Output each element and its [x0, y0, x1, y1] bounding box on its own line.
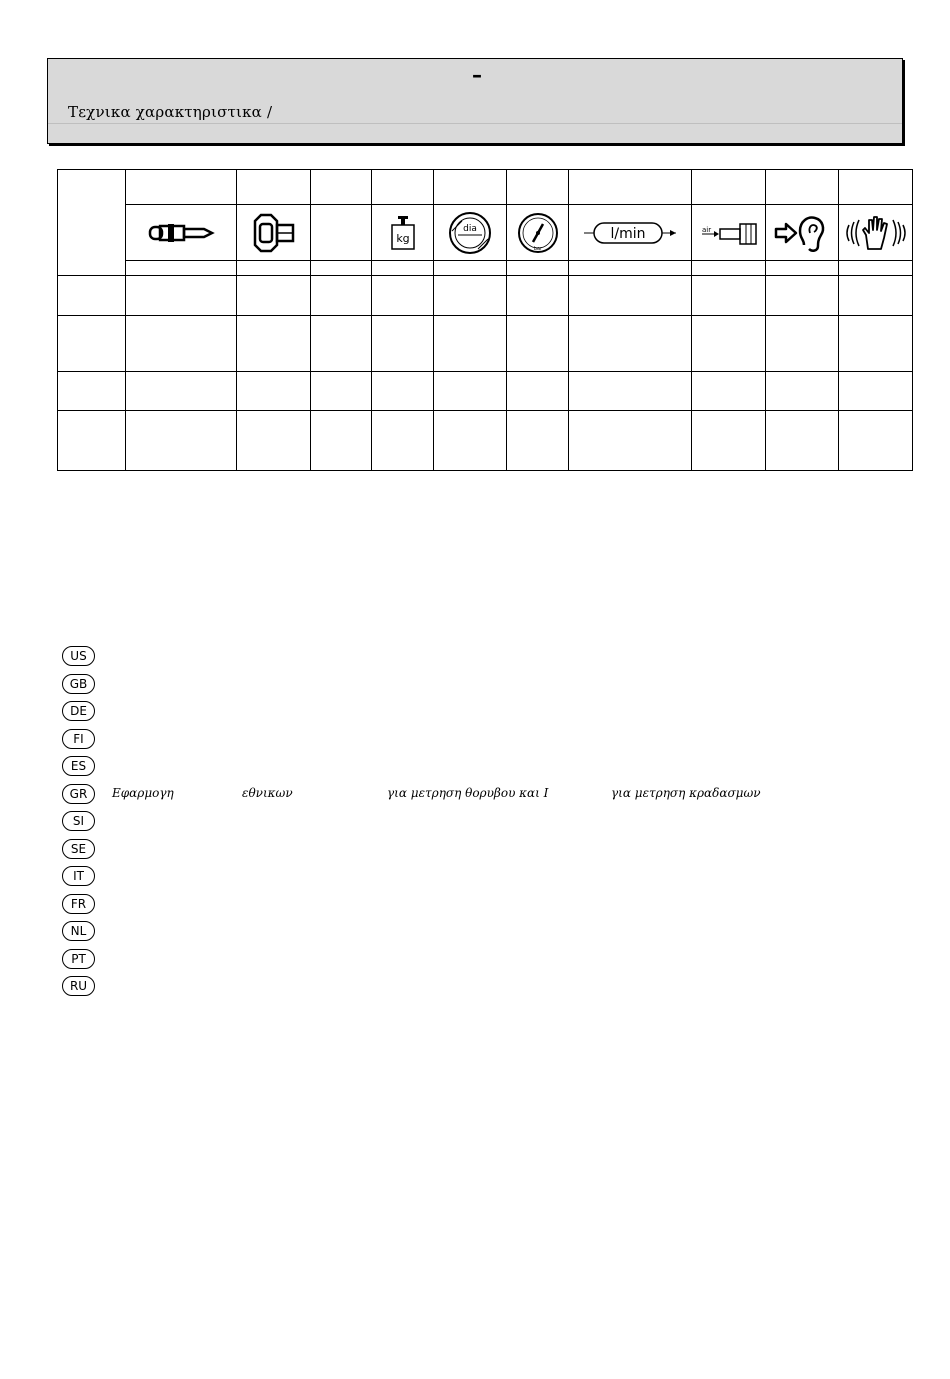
table-cell — [766, 261, 839, 276]
lang-row-pt — [62, 949, 882, 971]
air-inlet-icon — [698, 221, 760, 245]
svg-text:air: air — [701, 225, 711, 234]
lang-badge-nl: NL — [62, 921, 95, 941]
table-cell — [839, 372, 913, 411]
table-cell — [126, 372, 237, 411]
table-cell — [839, 411, 913, 471]
lang-row-us — [62, 646, 882, 668]
svg-text:bar: bar — [533, 245, 542, 252]
table-cell — [237, 261, 311, 276]
table-cell — [692, 276, 766, 316]
table-cell — [372, 276, 434, 316]
gr-text-part2: εθνικων — [242, 785, 293, 800]
lang-row-fi — [62, 729, 882, 751]
weight-kg-icon — [388, 213, 418, 253]
table-cell — [434, 205, 507, 261]
table-cell — [569, 205, 692, 261]
table-cell — [766, 276, 839, 316]
table-cell — [372, 372, 434, 411]
svg-text:l/min: l/min — [610, 225, 646, 242]
gr-text-part1: Εφαρμογη — [112, 785, 174, 800]
header-divider — [48, 123, 902, 124]
lang-badge-de: DE — [62, 701, 95, 721]
diameter-icon — [448, 211, 492, 255]
table-cell — [692, 205, 766, 261]
table-cell — [311, 261, 372, 276]
table-row — [58, 316, 913, 372]
table-cell — [507, 261, 569, 276]
table-cell — [311, 205, 372, 261]
table-row-header — [58, 170, 913, 205]
table-cell — [58, 411, 126, 471]
table-cell — [372, 316, 434, 372]
table-cell — [507, 170, 569, 205]
air-flow-lmin-icon — [582, 220, 678, 246]
table-cell — [507, 316, 569, 372]
table-cell — [126, 170, 237, 205]
table-row — [58, 372, 913, 411]
tool-bit-icon — [146, 221, 216, 245]
lang-badge-us: US — [62, 646, 95, 666]
table-cell — [839, 316, 913, 372]
spec-table — [57, 169, 913, 471]
table-cell — [839, 205, 913, 261]
lang-badge-it: IT — [62, 866, 95, 886]
table-cell — [237, 205, 311, 261]
table-cell — [58, 372, 126, 411]
gr-text-part3: για μετρηση θορυβου και Ι — [387, 785, 549, 800]
table-cell — [311, 170, 372, 205]
lang-row-se — [62, 839, 882, 861]
lang-badge-se: SE — [62, 839, 95, 859]
table-cell — [126, 276, 237, 316]
table-cell — [507, 372, 569, 411]
table-cell — [434, 170, 507, 205]
table-cell — [434, 316, 507, 372]
table-cell — [569, 411, 692, 471]
header-dash: – — [472, 63, 482, 87]
table-cell — [311, 276, 372, 316]
chuck-icon — [249, 213, 299, 253]
table-cell — [372, 411, 434, 471]
table-cell — [372, 170, 434, 205]
table-cell — [766, 170, 839, 205]
table-cell — [372, 261, 434, 276]
table-cell — [237, 170, 311, 205]
lang-row-si — [62, 811, 882, 833]
table-cell — [237, 372, 311, 411]
table-cell — [692, 372, 766, 411]
table-cell — [569, 276, 692, 316]
header-box — [47, 58, 903, 144]
table-row-icons — [58, 205, 913, 261]
lang-row-it — [62, 866, 882, 888]
vibration-hand-icon — [844, 213, 908, 253]
lang-row-es — [62, 756, 882, 778]
table-cell — [766, 411, 839, 471]
lang-row-de — [62, 701, 882, 723]
table-cell — [839, 261, 913, 276]
table-cell — [58, 316, 126, 372]
table-cell — [507, 205, 569, 261]
table-cell — [126, 316, 237, 372]
table-cell — [766, 205, 839, 261]
table-cell — [311, 372, 372, 411]
table-cell — [434, 411, 507, 471]
table-cell — [58, 170, 126, 276]
table-cell — [237, 316, 311, 372]
svg-text:kg: kg — [395, 231, 410, 245]
table-cell — [692, 261, 766, 276]
table-cell — [766, 316, 839, 372]
lang-badge-fi: FI — [62, 729, 95, 749]
table-cell — [507, 411, 569, 471]
lang-badge-pt: PT — [62, 949, 95, 969]
table-cell — [237, 411, 311, 471]
lang-badge-es: ES — [62, 756, 95, 776]
lang-row-gb — [62, 674, 882, 696]
table-cell — [569, 261, 692, 276]
svg-text:dia: dia — [463, 223, 477, 234]
pressure-gauge-icon — [517, 212, 559, 254]
table-cell — [434, 276, 507, 316]
lang-badge-gr: GR — [62, 784, 95, 804]
table-cell — [126, 205, 237, 261]
table-cell — [372, 205, 434, 261]
table-cell — [692, 411, 766, 471]
lang-badge-ru: RU — [62, 976, 95, 996]
table-cell — [839, 276, 913, 316]
gr-text-part4: για μετρηση κραδασμων — [611, 785, 761, 800]
table-cell — [692, 316, 766, 372]
table-row-units — [58, 261, 913, 276]
table-cell — [126, 261, 237, 276]
table-cell — [237, 276, 311, 316]
lang-badge-gb: GB — [62, 674, 95, 694]
lang-row-gr — [62, 784, 882, 806]
lang-badge-fr: FR — [62, 894, 95, 914]
lang-row-nl — [62, 921, 882, 943]
noise-ear-icon — [774, 213, 830, 253]
table-cell — [569, 316, 692, 372]
lang-row-fr — [62, 894, 882, 916]
table-cell — [58, 276, 126, 316]
table-cell — [126, 411, 237, 471]
lang-badge-si: SI — [62, 811, 95, 831]
table-cell — [692, 170, 766, 205]
table-cell — [569, 170, 692, 205]
table-cell — [507, 276, 569, 316]
table-cell — [311, 411, 372, 471]
table-cell — [766, 372, 839, 411]
table-cell — [569, 372, 692, 411]
lang-row-ru — [62, 976, 882, 998]
header-subtitle: Τεχνικα χαρακτηριστικα / — [68, 103, 273, 121]
table-cell — [434, 372, 507, 411]
table-row — [58, 411, 913, 471]
table-cell — [839, 170, 913, 205]
table-row — [58, 276, 913, 316]
table-cell — [311, 316, 372, 372]
table-cell — [434, 261, 507, 276]
